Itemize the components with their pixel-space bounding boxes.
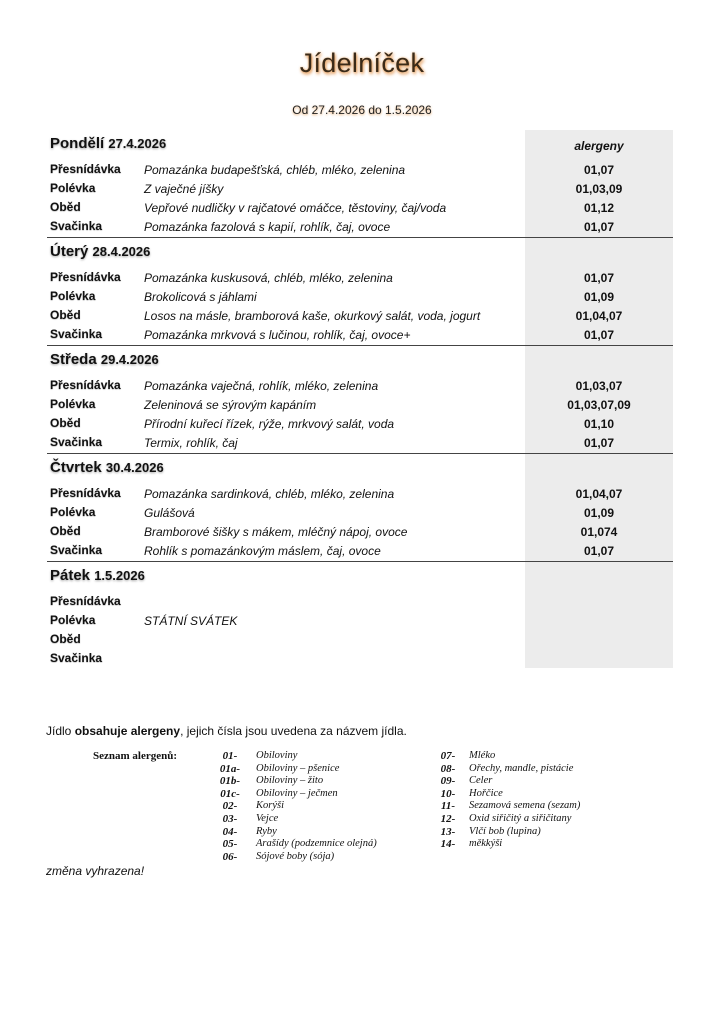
meal-row [47,306,673,325]
meal-row [47,484,673,503]
day-section [47,562,673,668]
day-title [50,351,159,368]
allergen-codes: 01,07 [583,436,615,450]
legend-allergen-name: Korýši [256,800,285,812]
dish-name: STÁTNÍ SVÁTEK [144,614,238,628]
meal-row [47,414,673,433]
legend-allergen-name: Celer [469,775,493,787]
allergen-codes: 01,07 [583,328,615,342]
page-title: Jídelníček [299,48,425,78]
legend-code: 14- [440,838,456,851]
meal-name: Polévka [50,181,96,195]
note-after: , jejich čísla jsou uvedena za názvem jídla. [180,724,407,738]
meal-name: Přesnídávka [50,162,121,176]
meal-name: Přesnídávka [50,486,121,500]
legend-code: 03- [222,813,238,825]
meal-name: Svačinka [50,219,103,233]
meal-name: Oběd [50,524,81,538]
allergen-codes: 01,04,07 [575,309,623,323]
day-title [50,567,145,584]
day-date: 27.4.2026 [108,136,167,151]
allergen-codes: 01,09 [583,506,615,520]
legend-allergen-name: Obiloviny – žito [256,775,324,787]
allergen-codes: 01,03,07 [575,379,623,393]
meal-row [47,217,673,236]
legend-code: 01b- [219,775,241,788]
meal-row [47,630,673,649]
days-container [47,130,673,668]
allergen-codes: 01,07 [583,220,615,234]
menu-table [47,130,673,668]
dish-name: Z vaječné jíšky [144,182,224,196]
legend-label: Seznam alergenů: [93,750,178,762]
dish-name: Gulášová [144,506,195,520]
meal-row [47,503,673,522]
meal-name: Svačinka [50,327,103,341]
day-section [47,454,673,562]
meal-name: Polévka [50,397,96,411]
dish-name: Pomazánka kuskusová, chléb, mléko, zelenina [144,271,393,285]
dish-name: Zeleninová se sýrovým kapáním [144,398,317,412]
meal-name: Přesnídávka [50,594,121,608]
day-header [47,562,673,592]
legend-allergen-name: Obiloviny – pšenice [256,762,340,774]
meal-row [47,395,673,414]
meal-row [47,325,673,344]
legend-allergen-name: Vejce [256,813,279,824]
meal-name: Oběd [50,308,81,322]
meal-row [47,592,673,611]
allergen-codes: 01,07 [583,163,615,177]
meal-row [47,611,673,630]
legend-allergen-name: Obiloviny [256,750,298,761]
day-header [47,346,673,376]
meal-name: Svačinka [50,651,103,665]
legend-code: 12- [440,813,456,825]
meal-name: Svačinka [50,435,103,449]
day-name: Pátek [50,567,91,584]
meal-name: Přesnídávka [50,378,121,392]
dish-name: Bramborové šišky s mákem, mléčný nápoj, ovoce [144,525,408,539]
dish-name: Losos na másle, bramborová kaše, okurkový salát, voda, jogurt [144,309,481,323]
legend-code: 02- [222,800,238,813]
allergen-codes: 01,03,09 [575,182,623,196]
meal-name: Svačinka [50,543,103,557]
day-name: Středa [50,351,97,368]
meal-name: Polévka [50,289,96,303]
meal-row [47,179,673,198]
legend-allergen-name: Obiloviny – ječmen [256,787,338,799]
dish-name: Pomazánka fazolová s kapií, rohlík, čaj, ovoce [144,220,391,234]
meal-name: Přesnídávka [50,270,121,284]
meal-name: Oběd [50,200,81,214]
legend-code: 04- [222,825,238,838]
dish-name: Vepřové nudličky v rajčatové omáčce, těstoviny, čaj/voda [144,201,447,215]
legend-allergen-name: Vlčí bob (lupina) [469,825,541,837]
allergen-codes: 01,09 [583,290,615,304]
dish-name: Termix, rohlík, čaj [144,436,238,450]
dish-name: Rohlík s pomazánkovým máslem, čaj, ovoce [144,544,381,558]
legend-code: 10- [440,787,456,800]
meal-row [47,268,673,287]
meal-row [47,287,673,306]
allergen-header: alergeny [574,139,624,153]
dish-name: Pomazánka sardinková, chléb, mléko, zelenina [144,487,395,501]
legend-allergen-name: Sójové boby (sója) [256,850,335,862]
allergen-codes: 01,10 [583,417,615,431]
legend-allergen-name: Oxid siřičitý a siřičitany [469,813,572,824]
legend-allergen-name: Hořčice [469,787,503,799]
legend-code: 11- [440,800,456,813]
meal-name: Polévka [50,613,96,627]
day-title [50,135,166,152]
legend-allergen-name: Ryby [256,825,277,837]
meal-row [47,160,673,179]
dish-name: Pomazánka vaječná, rohlík, mléko, zelenina [144,379,379,393]
date-range: Od 27.4.2026 do 1.5.2026 [292,103,432,117]
legend-code: 01- [222,750,238,762]
day-name: Úterý [50,243,89,260]
dish-name: Přírodní kuřecí řízek, rýže, mrkvový salát, voda [144,417,395,431]
meal-name: Polévka [50,505,96,519]
legend-allergen-name: Arašídy (podzemnice olejná) [256,838,377,850]
allergen-codes: 01,074 [580,525,618,539]
meal-row [47,376,673,395]
legend-code: 05- [222,838,238,851]
legend-code: 07- [440,750,456,762]
day-header [47,454,673,484]
meal-row [47,198,673,217]
meal-name: Oběd [50,416,81,430]
note-before: Jídlo [46,724,75,738]
meal-row [47,522,673,541]
day-header [47,238,673,268]
allergen-codes: 01,04,07 [575,487,623,501]
allergen-note [46,724,407,738]
day-name: Pondělí [50,135,105,152]
legend-code: 13- [440,825,456,838]
meal-row [47,541,673,560]
note-bold: obsahuje alergeny [74,724,181,738]
day-date: 29.4.2026 [100,352,159,367]
meal-name: Oběd [50,632,81,646]
day-name: Čtvrtek [50,459,102,476]
day-header [47,130,673,160]
day-date: 28.4.2026 [92,244,151,259]
legend-allergen-name: Sezamová semena (sezam) [469,800,581,812]
meal-row [47,649,673,668]
allergen-codes: 01,07 [583,271,615,285]
legend-code: 09- [440,775,456,788]
day-section [47,346,673,454]
legend-code: 01c- [220,787,240,800]
legend-code: 01a- [219,762,241,775]
legend-allergen-name: měkkýši [469,838,503,850]
day-date: 1.5.2026 [94,568,145,583]
legend-allergen-name: Ořechy, mandle, pistácie [469,762,574,774]
day-section [47,238,673,346]
legend-code: 08- [440,762,456,775]
allergen-codes: 01,07 [583,544,615,558]
legend-code: 06- [222,850,238,863]
meal-row [47,433,673,452]
dish-name: Pomazánka mrkvová s lučinou, rohlík, čaj, ovoce+ [144,328,411,342]
legend-allergen-name: Mléko [469,750,496,761]
footer-note: změna vyhrazena! [46,864,145,878]
day-section [47,130,673,238]
day-title [50,243,150,260]
day-date: 30.4.2026 [105,460,164,475]
day-title [50,459,164,476]
allergen-codes: 01,03,07,09 [567,398,631,412]
dish-name: Pomazánka budapešťská, chléb, mléko, zelenina [144,163,406,177]
allergen-codes: 01,12 [583,201,615,215]
dish-name: Brokolicová s jáhlami [144,290,257,304]
